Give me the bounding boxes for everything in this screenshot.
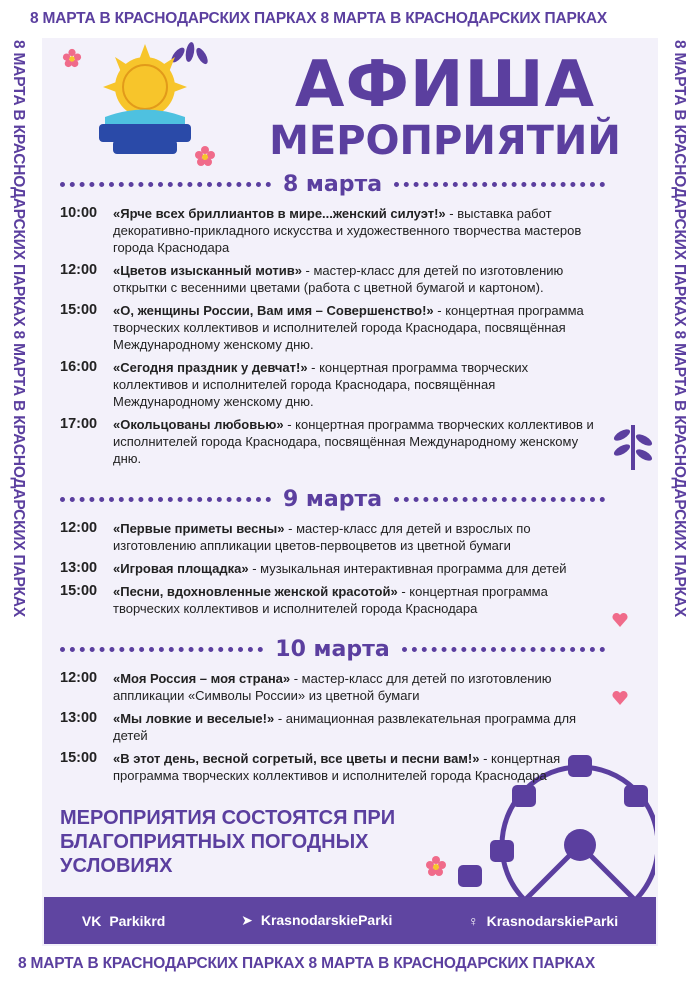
dotted-divider: [394, 497, 605, 502]
poster-title: АФИША: [294, 48, 596, 122]
day-header-10-march: [60, 637, 605, 662]
day-label: 8 марта: [282, 172, 383, 197]
event-desc: - анимационная развлекательная программа для детей: [113, 711, 577, 743]
event-time: 12:00: [60, 520, 98, 536]
program-content: [60, 172, 605, 878]
social-footer: [44, 897, 656, 944]
day-label: 9 марта: [282, 487, 383, 512]
event-item: [60, 670, 605, 704]
logo-solnechny-ostrov: [85, 42, 205, 160]
odnoklassniki-icon: ♀: [468, 912, 479, 929]
event-item: [60, 359, 605, 410]
event-desc: - концертная программа творческих коллективов и исполнителей города Краснодара, посвящённая Международному женскому дню.: [113, 417, 594, 466]
event-name: «Окольцованы любовью»: [113, 417, 284, 432]
vk-icon: VK: [81, 912, 102, 929]
event-name: «Мы ловкие и веселые!»: [113, 711, 275, 726]
event-item: [60, 416, 605, 467]
social-link-odnoklassniki[interactable]: [468, 913, 618, 929]
event-time: 13:00: [60, 560, 98, 576]
day-header-8-march: [60, 172, 605, 197]
social-link-vk[interactable]: [82, 913, 166, 929]
social-link-telegram[interactable]: [241, 912, 392, 929]
day-section-9-march: [60, 487, 605, 617]
event-desc: - музыкальная интерактивная программа для детей: [248, 561, 567, 576]
telegram-icon: ➤: [241, 912, 253, 928]
heart-icon: [612, 612, 628, 628]
event-name: «В этот день, весной согретый, все цветы и песни вам!»: [113, 751, 480, 766]
leaf-branch-icon: [612, 420, 654, 470]
event-item: [60, 205, 605, 256]
event-name: «Цветов изысканный мотив»: [113, 263, 302, 278]
day-label: 10 марта: [275, 637, 390, 662]
heart-icon: [612, 690, 628, 706]
dotted-divider: [394, 182, 605, 187]
event-time: 15:00: [60, 750, 98, 766]
day-section-8-march: [60, 172, 605, 467]
day-section-10-march: [60, 637, 605, 784]
event-desc: - концертная программа творческих коллективов и исполнителей города Краснодара: [113, 751, 561, 783]
event-desc: - концертная программа творческих коллективов и исполнителей города Краснодара, посвящённая Международному женскому дню.: [113, 360, 529, 409]
event-time: 15:00: [60, 583, 98, 599]
event-name: «Сегодня праздник у девчат!»: [113, 360, 308, 375]
marquee-top: 8 МАРТА В КРАСНОДАРСКИХ ПАРКАХ 8 МАРТА В КРАСНОДАРСКИХ ПАРКАХ: [30, 10, 607, 27]
event-time: 12:00: [60, 262, 98, 278]
event-item: [60, 262, 605, 296]
weather-note: МЕРОПРИЯТИЯ СОСТОЯТСЯ ПРИ БЛАГОПРИЯТНЫХ ПОГОДНЫХ УСЛОВИЯХ: [60, 807, 396, 877]
event-item: [60, 302, 605, 353]
event-item: [60, 560, 605, 577]
event-name: «Песни, вдохновленные женской красотой»: [113, 584, 398, 599]
marquee-left: 8 МАРТА В КРАСНОДАРСКИХ ПАРКАХ 8 МАРТА В КРАСНОДАРСКИХ ПАРКАХ: [10, 40, 27, 617]
event-name: «Моя Россия – моя страна»: [113, 671, 291, 686]
event-desc: - мастер-класс для детей и взрослых по изготовлению аппликации цветов-первоцветов из цветной бумаги: [113, 521, 531, 553]
social-label: KrasnodarskieParki: [486, 912, 619, 929]
event-time: 15:00: [60, 302, 98, 318]
event-name: «Первые приметы весны»: [113, 521, 285, 536]
day-header-9-march: [60, 487, 605, 512]
event-desc: - мастер-класс для детей по изготовлению аппликации «Символы России» из цветной бумаги: [113, 671, 552, 703]
marquee-right: 8 МАРТА В КРАСНОДАРСКИХ ПАРКАХ 8 МАРТА В КРАСНОДАРСКИХ ПАРКАХ: [671, 40, 688, 617]
dotted-divider: [402, 647, 605, 652]
dotted-divider: [60, 497, 271, 502]
social-label: Parkikrd: [109, 912, 166, 929]
flower-icon: [62, 48, 82, 68]
event-item: [60, 583, 605, 617]
event-item: [60, 750, 605, 784]
event-desc: - концертная программа творческих коллективов и исполнителей города Краснодара: [113, 584, 548, 616]
dotted-divider: [60, 182, 271, 187]
event-item: [60, 520, 605, 554]
event-time: 12:00: [60, 670, 98, 686]
event-name: «Игровая площадка»: [113, 561, 249, 576]
event-time: 16:00: [60, 359, 98, 375]
event-time: 17:00: [60, 416, 98, 432]
event-item: [60, 710, 605, 744]
event-desc: - концертная программа творческих коллективов и исполнителей города Краснодара, посвящённая Международному женскому дню.: [113, 303, 584, 352]
social-label: KrasnodarskieParki: [260, 912, 393, 928]
poster-subtitle: МЕРОПРИЯТИЙ: [269, 118, 621, 164]
event-name: «О, женщины России, Вам имя – Совершенство!»: [113, 303, 434, 318]
event-time: 13:00: [60, 710, 98, 726]
marquee-bottom: 8 МАРТА В КРАСНОДАРСКИХ ПАРКАХ 8 МАРТА В КРАСНОДАРСКИХ ПАРКАХ: [18, 955, 595, 972]
event-desc: - мастер-класс для детей по изготовлению открытки с весенними цветами (работа с цветной бумагой и картоном).: [113, 263, 564, 295]
event-time: 10:00: [60, 205, 98, 221]
dotted-divider: [60, 647, 263, 652]
event-name: «Ярче всех бриллиантов в мире...женский силуэт!»: [113, 206, 446, 221]
event-desc: - выставка работ декоративно-прикладного искусства и художественного творчества мастеров города Краснодара: [113, 206, 582, 255]
